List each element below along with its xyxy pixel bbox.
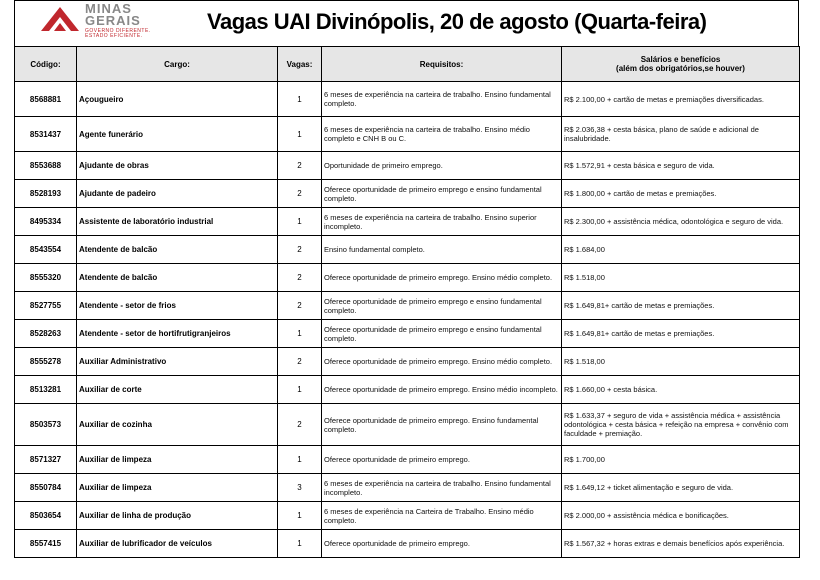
cell-cargo: Auxiliar de limpeza (77, 474, 278, 502)
cell-salarios: R$ 1.660,00 + cesta básica. (562, 376, 800, 404)
cell-vagas: 2 (278, 236, 322, 264)
column-header-vagas: Vagas: (278, 47, 322, 82)
cell-codigo: 8571327 (15, 446, 77, 474)
cell-vagas: 2 (278, 180, 322, 208)
cell-cargo: Atendente - setor de frios (77, 292, 278, 320)
table-row (15, 446, 800, 474)
cell-codigo: 8555320 (15, 264, 77, 292)
cell-codigo: 8528263 (15, 320, 77, 348)
cell-salarios: R$ 1.649,81+ cartão de metas e premiações. (562, 320, 800, 348)
logo-name: MINAS GERAIS (85, 1, 141, 28)
cell-salarios: R$ 1.684,00 (562, 236, 800, 264)
column-header-codigo: Código: (15, 47, 77, 82)
table-row (15, 376, 800, 404)
cell-cargo: Auxiliar de linha de produção (77, 502, 278, 530)
cell-vagas: 2 (278, 404, 322, 446)
cell-codigo: 8503654 (15, 502, 77, 530)
cell-requisitos: Oferece oportunidade de primeiro emprego e ensino fundamental completo. (322, 180, 562, 208)
cell-cargo: Ajudante de obras (77, 152, 278, 180)
cell-cargo: Atendente - setor de hortifrutigranjeiros (77, 320, 278, 348)
cell-salarios: R$ 1.518,00 (562, 348, 800, 376)
cell-vagas: 3 (278, 474, 322, 502)
cell-cargo: Auxiliar de cozinha (77, 404, 278, 446)
table-row (15, 502, 800, 530)
cell-cargo: Auxiliar Administrativo (77, 348, 278, 376)
cell-cargo: Auxiliar de corte (77, 376, 278, 404)
column-header-salarios: Salários e benefícios (além dos obrigatórios,se houver) (562, 47, 800, 82)
cell-salarios: R$ 1.518,00 (562, 264, 800, 292)
page-title: Vagas UAI Divinópolis, 20 de agosto (Quarta-feira) (207, 9, 707, 34)
cell-codigo: 8513281 (15, 376, 77, 404)
cell-codigo: 8550784 (15, 474, 77, 502)
cell-salarios: R$ 2.000,00 + assistência médica e bonificações. (562, 502, 800, 530)
table-row (15, 292, 800, 320)
cell-requisitos: Oferece oportunidade de primeiro emprego. Ensino médio completo. (322, 264, 562, 292)
table-row (15, 264, 800, 292)
cell-vagas: 1 (278, 502, 322, 530)
cell-requisitos: 6 meses de experiência na carteira de trabalho. Ensino fundamental incompleto. (322, 474, 562, 502)
cell-salarios: R$ 1.800,00 + cartão de metas e premiações. (562, 180, 800, 208)
table-row (15, 474, 800, 502)
cell-cargo: Assistente de laboratório industrial (77, 208, 278, 236)
sheet-header (14, 0, 799, 46)
cell-codigo: 8528193 (15, 180, 77, 208)
table-row (15, 530, 800, 558)
cell-vagas: 1 (278, 82, 322, 117)
cell-cargo: Atendente de balcão (77, 264, 278, 292)
cell-vagas: 1 (278, 208, 322, 236)
table-row (15, 152, 800, 180)
cell-cargo: Açougueiro (77, 82, 278, 117)
cell-salarios: R$ 1.649,12 + ticket alimentação e seguro de vida. (562, 474, 800, 502)
jobs-table (14, 46, 800, 558)
cell-requisitos: Oferece oportunidade de primeiro emprego. Ensino fundamental completo. (322, 404, 562, 446)
cell-cargo: Auxiliar de lubrificador de veículos (77, 530, 278, 558)
cell-codigo: 8553688 (15, 152, 77, 180)
jobs-table-body (15, 82, 800, 558)
cell-vagas: 2 (278, 292, 322, 320)
cell-requisitos: Oferece oportunidade de primeiro emprego. Ensino médio incompleto. (322, 376, 562, 404)
cell-requisitos: 6 meses de experiência na carteira de trabalho. Ensino superior incompleto. (322, 208, 562, 236)
table-row (15, 404, 800, 446)
table-header-row (15, 47, 800, 82)
cell-requisitos: Oferece oportunidade de primeiro emprego e ensino fundamental completo. (322, 292, 562, 320)
cell-codigo: 8495334 (15, 208, 77, 236)
table-row (15, 320, 800, 348)
cell-requisitos: Oferece oportunidade de primeiro emprego. (322, 530, 562, 558)
cell-requisitos: 6 meses de experiência na carteira de trabalho. Ensino fundamental completo. (322, 82, 562, 117)
table-row (15, 236, 800, 264)
cell-salarios: R$ 2.036,38 + cesta básica, plano de saúde e adicional de insalubridade. (562, 117, 800, 152)
table-row (15, 180, 800, 208)
cell-requisitos: Oferece oportunidade de primeiro emprego e ensino fundamental completo. (322, 320, 562, 348)
cell-salarios: R$ 2.100,00 + cartão de metas e premiações diversificadas. (562, 82, 800, 117)
cell-cargo: Ajudante de padeiro (77, 180, 278, 208)
cell-requisitos: 6 meses de experiência na carteira de trabalho. Ensino médio completo e CNH B ou C. (322, 117, 562, 152)
table-row (15, 208, 800, 236)
cell-vagas: 1 (278, 376, 322, 404)
cell-codigo: 8568881 (15, 82, 77, 117)
mountain-logo-icon (41, 5, 79, 31)
table-row (15, 117, 800, 152)
table-row (15, 348, 800, 376)
cell-codigo: 8503573 (15, 404, 77, 446)
cell-codigo: 8557415 (15, 530, 77, 558)
cell-vagas: 1 (278, 446, 322, 474)
job-sheet (14, 0, 799, 558)
cell-cargo: Atendente de balcão (77, 236, 278, 264)
cell-salarios: R$ 1.700,00 (562, 446, 800, 474)
cell-requisitos: Oportunidade de primeiro emprego. (322, 152, 562, 180)
minas-gerais-logo (41, 3, 181, 43)
cell-codigo: 8527755 (15, 292, 77, 320)
cell-salarios: R$ 1.649,81+ cartão de metas e premiações. (562, 292, 800, 320)
cell-requisitos: Oferece oportunidade de primeiro emprego. (322, 446, 562, 474)
cell-salarios: R$ 1.633,37 + seguro de vida + assistência médica + assistência odontológica + cesta básica + refeição na empresa + convênio com faculdade + premiação. (562, 404, 800, 446)
cell-codigo: 8555278 (15, 348, 77, 376)
cell-salarios: R$ 1.567,32 + horas extras e demais benefícios após experiência. (562, 530, 800, 558)
cell-requisitos: 6 meses de experiência na Carteira de Trabalho. Ensino médio completo. (322, 502, 562, 530)
cell-cargo: Auxiliar de limpeza (77, 446, 278, 474)
cell-cargo: Agente funerário (77, 117, 278, 152)
cell-vagas: 2 (278, 348, 322, 376)
cell-vagas: 2 (278, 264, 322, 292)
table-row (15, 82, 800, 117)
cell-codigo: 8531437 (15, 117, 77, 152)
cell-vagas: 1 (278, 320, 322, 348)
cell-vagas: 1 (278, 530, 322, 558)
cell-vagas: 2 (278, 152, 322, 180)
cell-requisitos: Oferece oportunidade de primeiro emprego. Ensino médio completo. (322, 348, 562, 376)
cell-requisitos: Ensino fundamental completo. (322, 236, 562, 264)
column-header-cargo: Cargo: (77, 47, 278, 82)
cell-codigo: 8543554 (15, 236, 77, 264)
cell-salarios: R$ 2.300,00 + assistência médica, odontológica e seguro de vida. (562, 208, 800, 236)
cell-salarios: R$ 1.572,91 + cesta básica e seguro de vida. (562, 152, 800, 180)
column-header-requisitos: Requisitos: (322, 47, 562, 82)
logo-tagline: GOVERNO DIFERENTE. ESTADO EFICIENTE. (85, 28, 151, 39)
cell-vagas: 1 (278, 117, 322, 152)
